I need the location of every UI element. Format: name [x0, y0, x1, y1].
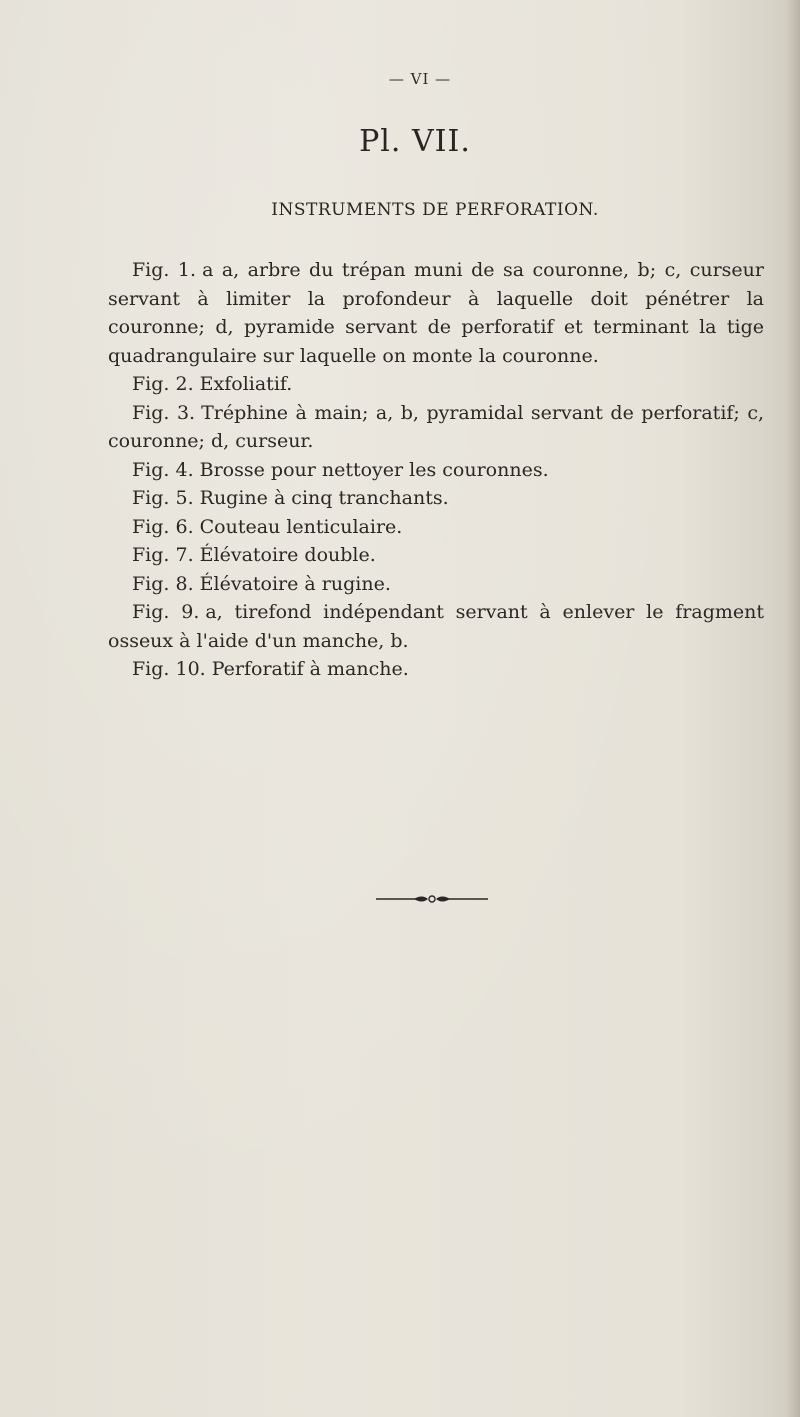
figure-label: Fig. 9. [132, 601, 200, 623]
figure-entry [108, 598, 764, 655]
end-ornament-icon [374, 892, 490, 906]
figure-caption-list [108, 256, 764, 684]
figure-description: Élévatoire à rugine. [199, 572, 391, 595]
figure-description: Élévatoire double. [199, 544, 376, 566]
figure-description: Exfoliatif. [199, 373, 293, 395]
figure-entry [108, 456, 764, 485]
figure-label: Fig. 5. [132, 487, 194, 509]
figure-label: Fig. 7. [132, 544, 194, 566]
figure-label: Fig. 10. [132, 658, 206, 680]
figure-entry [108, 570, 764, 599]
figure-entry [108, 655, 764, 684]
figure-label: Fig. 8. [132, 572, 194, 595]
figure-entry [108, 256, 764, 370]
figure-description: Perforatif à manche. [211, 658, 409, 680]
figure-description: Rugine à cinq tranchants. [199, 487, 449, 509]
figure-label: Fig. 6. [132, 515, 194, 538]
figure-entry [108, 399, 764, 456]
figure-label: Fig. 3. [132, 401, 196, 424]
figure-description: Tréphine à main; a, b, pyramidal servant de perforatif; c, couronne; d, curseur. [108, 401, 764, 452]
figure-description: a a, arbre du trépan muni de sa couronne, b; c, curseur servant à limiter la profondeur à laquelle doit pénétrer la couronne; d, pyramide servant de perforatif et terminant la tige quadrangulaire sur laquelle on monte la couronne. [108, 259, 764, 367]
figure-label: Fig. 2. [132, 373, 194, 395]
section-title: INSTRUMENTS DE PERFORATION. [271, 200, 599, 220]
figure-description: a, tirefond indépendant servant à enlever le fragment osseux à l'aide d'un manche, b. [108, 601, 764, 652]
figure-entry [108, 541, 764, 570]
figure-entry [108, 484, 764, 513]
figure-description: Brosse pour nettoyer les couronnes. [199, 458, 549, 481]
plate-title: Pl. VII. [359, 124, 471, 159]
page-number-header: — VI — [388, 70, 452, 88]
figure-entry [108, 513, 764, 542]
figure-entry [108, 370, 764, 399]
figure-label: Fig. 4. [132, 458, 194, 481]
figure-label: Fig. 1. [132, 259, 197, 281]
figure-description: Couteau lenticulaire. [199, 515, 403, 538]
